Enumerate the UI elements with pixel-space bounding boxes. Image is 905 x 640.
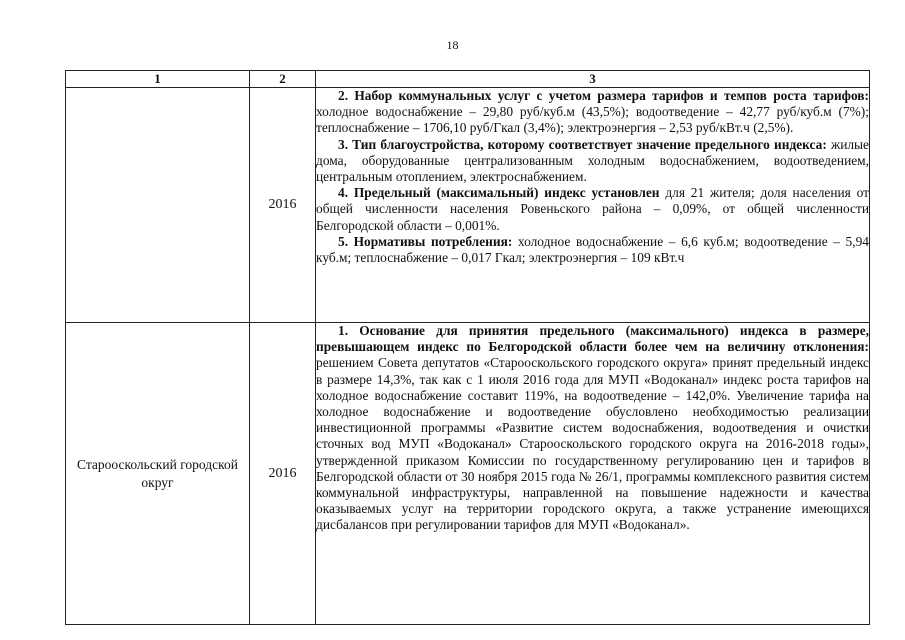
paragraph-text: холодное водоснабжение – 29,80 руб/куб.м (43,5%); водоотведение – 42,77 руб/куб.м (7%); теплоснабжение – 1706,10 руб/Гкал (3,4%); электроэнергия – 2,53 руб/кВт.ч (2,5%).: [316, 104, 869, 136]
tariff-table: [65, 70, 870, 625]
year-cell: 2016: [250, 88, 316, 323]
paragraph-text: жилые дома, оборудованные централизованным холодным водоснабжением, водоотведением, центральным отоплением, электроснабжением.: [316, 136, 869, 185]
paragraph-index-scope: [316, 185, 869, 234]
column-header-1: 1: [66, 71, 250, 88]
paragraph-text: решением Совета депутатов «Старооскольского городского округа» принят предельный индекс в размере 14,3%, так как с 1 июля 2016 года для МУП «Водоканал» индекс роста тарифов на холодное водоснабжение составит 119%, на водоотведение – 142,0%. Увеличение тарифа на холодное водоснабжение и водоотведение обусловлено необходимостью реализации инвестиционной программы «Развитие систем водоснабжения, водоотведения и очистки сточных вод МУП «Водоканал» Старооскольского городского округа на 2016-2018 годы», утвержденной приказом Комиссии по государственному регулированию цен и тарифов в Белгородской области от 30 ноября 2015 года № 26/1, программы комплексного развития систем коммунальной инфраструктуры, направленной на повышение надежности и качества оказываемых услуг на территории городского округа, а также устранение имеющихся дисбалансов при регулировании тарифов для МУП «Водоканал».: [316, 355, 869, 533]
paragraph-heading: 1. Основание для принятия предельного (максимального) индекса в размере, превышающем индекс по Белгородской области более чем на величину отклонения:: [316, 323, 869, 355]
paragraph-heading: 4. Предельный (максимальный) индекс установлен: [338, 185, 660, 201]
paragraph-text: холодное водоснабжение – 6,6 куб.м; водоотведение – 5,94 куб.м; теплоснабжение – 0,017 Гкал; электроэнергия – 109 кВт.ч: [316, 233, 869, 266]
paragraph-consumption-norms: [316, 234, 869, 266]
year-cell: 2016: [250, 323, 316, 625]
region-cell: [66, 88, 250, 323]
column-header-2: 2: [250, 71, 316, 88]
paragraph-heading: 5. Нормативы потребления:: [338, 233, 513, 249]
page-number: 18: [446, 38, 459, 52]
column-header-3: 3: [316, 71, 870, 88]
paragraph-improvement-type: [316, 137, 869, 186]
region-cell: Старооскольский городской округ: [66, 323, 250, 625]
content-cell: [316, 88, 870, 323]
table-row: [66, 323, 870, 625]
paragraph-heading: 2. Набор коммунальных услуг с учетом размера тарифов и темпов роста тарифов:: [338, 88, 869, 103]
paragraph-tariff-set: [316, 88, 869, 137]
table-header-row: [66, 71, 870, 88]
paragraph-text: для 21 жителя; доля населения от общей численности населения Ровеньского района – 0,09%, от общей численности Белгородской области – 0,001%.: [316, 185, 869, 233]
paragraph-index-basis: [316, 323, 869, 534]
paragraph-heading: 3. Тип благоустройства, которому соответствует значение предельного индекса:: [338, 136, 827, 152]
content-cell: [316, 323, 870, 625]
table-row: [66, 88, 870, 323]
